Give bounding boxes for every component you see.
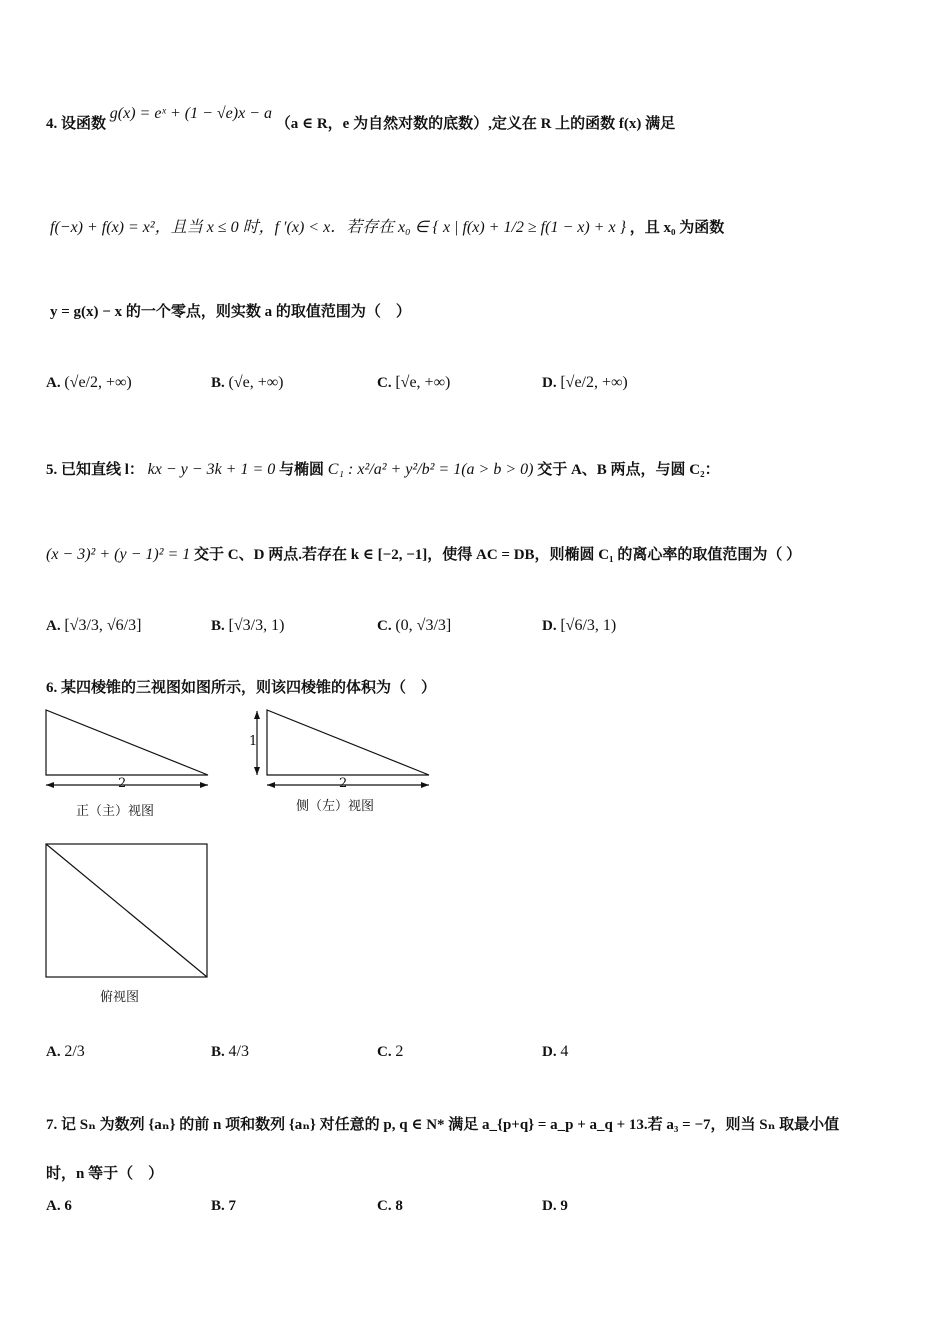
option-label: B.	[211, 1198, 225, 1214]
option-label: A.	[46, 1044, 61, 1060]
q7-option-c[interactable]	[377, 1198, 403, 1215]
q4-option-c[interactable]	[377, 374, 450, 392]
q5-line2b: 交于 C、D 两点.若存在 k ∈ [−2, −1]，使得 AC = DB，则椭圆 C₁ 的离心率的取值范围为（ ）	[194, 547, 802, 563]
q5-line2a: (x − 3)² + (y − 1)² = 1	[46, 546, 191, 563]
option-value: 8	[395, 1198, 403, 1214]
q5-line1	[46, 458, 720, 479]
q6-option-d[interactable]	[542, 1043, 568, 1061]
q4-cond1: （a ∈ R，e 为自然对数的底数）,定义在 R 上的函数 f(x) 满足	[275, 116, 676, 132]
option-value: (√e/2, +∞)	[64, 374, 132, 391]
q5-option-d[interactable]	[542, 617, 616, 635]
option-label: D.	[542, 1198, 557, 1214]
q4-intro: 设函数	[61, 116, 107, 132]
side-dim-label: 2	[339, 776, 348, 791]
q5-option-a[interactable]	[46, 617, 141, 635]
option-label: C.	[377, 375, 392, 391]
q6-option-a[interactable]	[46, 1043, 85, 1061]
option-value: [√3/3, √6/3]	[64, 617, 142, 634]
option-value: [√6/3, 1)	[560, 617, 617, 634]
front-view-diagram	[40, 705, 215, 800]
option-label: D.	[542, 1044, 557, 1060]
option-label: A.	[46, 618, 61, 634]
q6-option-b[interactable]	[211, 1043, 249, 1061]
q4-line2a: f(−x) + f(x) = x²，且当 x ≤ 0 时，f ′(x) < x．若存在	[50, 219, 395, 236]
q5-line1b: kx − y − 3k + 1 = 0	[147, 461, 276, 478]
q4-option-b[interactable]	[211, 374, 283, 392]
option-value: (0, √3/3]	[395, 617, 452, 634]
option-label: D.	[542, 618, 557, 634]
q7-option-b[interactable]	[211, 1198, 236, 1215]
q7-line1: 记 Sₙ 为数列 {aₙ} 的前 n 项和数列 {aₙ} 对任意的 p, q ∈ N* 满足 a_{p+q} = a_p + a_q + 13.若 a₃ = −7，则当 Sₙ 取最小值	[61, 1117, 840, 1133]
q5-ellipse: C₁ : x²/a² + y²/b² = 1(a > b > 0)	[327, 461, 534, 478]
top-view-label: 俯视图	[100, 990, 140, 1005]
option-value: 9	[560, 1198, 568, 1214]
q4-line2	[50, 214, 724, 237]
q5-line1c: 与椭圆	[279, 462, 325, 478]
option-value: 6	[64, 1198, 72, 1214]
q7-line1	[46, 1113, 839, 1134]
q7-line2: 时，n 等于（ ）	[46, 1166, 164, 1182]
option-label: B.	[211, 1044, 225, 1060]
q4-line2b: ，且 x₀ 为函数	[629, 220, 725, 236]
q4-set: x₀ ∈ { x | f(x) + 1/2 ≥ f(1 − x) + x }	[397, 219, 626, 236]
option-value: 2	[395, 1043, 404, 1060]
q6-number: 6.	[46, 680, 58, 696]
q5-line2	[46, 543, 801, 564]
front-view-label: 正（主）视图	[76, 804, 155, 819]
option-value: [√e, +∞)	[395, 374, 451, 391]
option-label: B.	[211, 618, 225, 634]
front-dim-label: 2	[118, 776, 127, 791]
q7-option-d[interactable]	[542, 1198, 568, 1215]
option-label: A.	[46, 1198, 61, 1214]
option-label: A.	[46, 375, 61, 391]
option-value: [√e/2, +∞)	[560, 374, 628, 391]
q4-option-a[interactable]	[46, 374, 132, 392]
top-view-diagram	[40, 838, 215, 983]
q5-line1d: 交于 A、B 两点，与圆 C₂：	[537, 462, 720, 478]
option-value: 7	[228, 1198, 237, 1214]
side-view-label: 侧（左）视图	[296, 799, 375, 814]
q4-line1	[46, 105, 676, 133]
q7-option-a[interactable]	[46, 1198, 72, 1215]
q6-text: 某四棱锥的三视图如图所示，则该四棱锥的体积为（ ）	[61, 680, 437, 696]
option-label: C.	[377, 1198, 392, 1214]
q6-line1	[46, 676, 436, 697]
option-label: C.	[377, 618, 392, 634]
q4-gx: g(x) = eˣ + (1 − √e)x − a	[109, 105, 272, 122]
side-height-label: 1	[249, 734, 258, 749]
option-label: C.	[377, 1044, 392, 1060]
option-value: [√3/3, 1)	[228, 617, 285, 634]
q7-number: 7.	[46, 1117, 58, 1133]
option-value: 4/3	[228, 1043, 249, 1060]
option-value: 2/3	[64, 1043, 85, 1060]
option-value: 4	[560, 1043, 569, 1060]
q5-number: 5.	[46, 462, 58, 478]
q4-number: 4.	[46, 116, 58, 132]
q6-option-c[interactable]	[377, 1043, 403, 1061]
q5-line1a: 已知直线 l：	[61, 462, 144, 478]
q5-option-c[interactable]	[377, 617, 451, 635]
option-label: B.	[211, 375, 225, 391]
q4-option-d[interactable]	[542, 374, 628, 392]
q4-line3: y = g(x) − x 的一个零点，则实数 a 的取值范围为（ ）	[50, 304, 411, 320]
q5-option-b[interactable]	[211, 617, 284, 635]
option-value: (√e, +∞)	[228, 374, 284, 391]
option-label: D.	[542, 375, 557, 391]
